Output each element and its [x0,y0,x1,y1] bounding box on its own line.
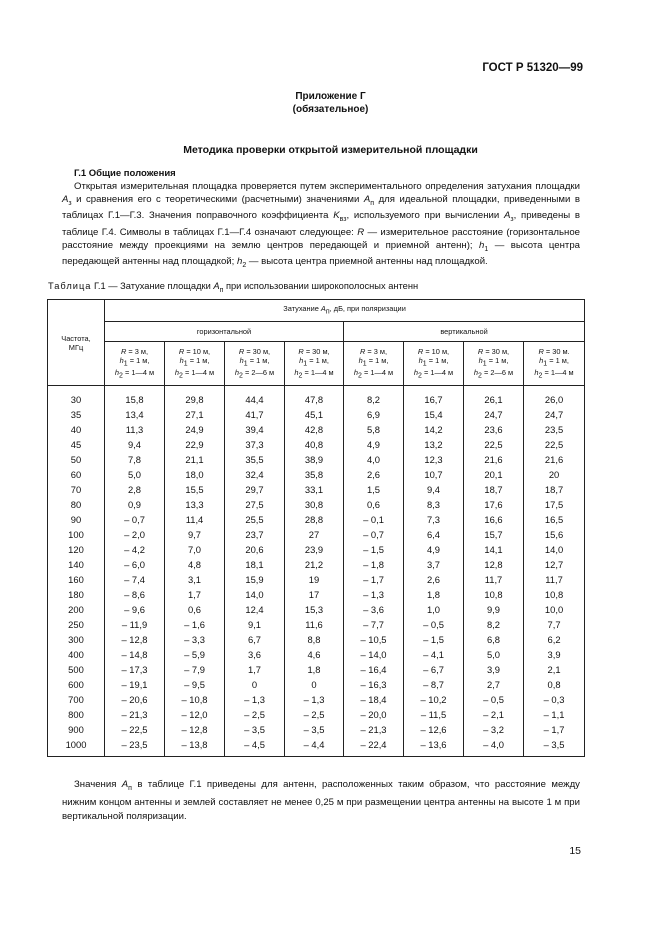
section-paragraph: Открытая измерительная площадка проверяется путем экспериментального определения затухания площадки $A_з$ и сравнения его с теоретическими (расчетными) значениями $A_п$ для идеальной площадки, приведенными в таблицах Г.1—Г.3. Значения поправочного коэффициента $K_{вз}$, используемого при вычислении $A_з$, приведены в таблице Г.4. Символы в таблицах Г.1—Г.4 означают следующее: R — измерительное расстояние (горизонтальное расстояние между проекциями на землю центров передающей и приемной антенн); $h_1$ — высота центра передающей антенны над площадкой; $h_2$ — высота центра приемной антенны над площадкой. [62,181,580,270]
table-row [48,572,585,587]
attenuation-cell: 4,9 [344,437,404,452]
table-row [48,662,585,677]
attenuation-cell: – 3,5 [524,737,585,757]
attenuation-cell: 26,0 [524,386,585,408]
attenuation-cell: – 2,0 [105,527,165,542]
attenuation-cell: 35,5 [225,452,285,467]
attenuation-cell: 8,2 [464,617,524,632]
attenuation-cell: – 3,6 [344,602,404,617]
attenuation-cell: 20,1 [464,467,524,482]
table-row [48,452,585,467]
attenuation-cell: – 10,2 [404,692,464,707]
attenuation-cell: 17 [285,587,344,602]
attenuation-cell: – 20,6 [105,692,165,707]
attenuation-cell: 18,1 [225,557,285,572]
attenuation-cell: 15,6 [524,527,585,542]
attenuation-cell: 3,6 [225,647,285,662]
attenuation-cell: 15,8 [105,386,165,408]
attenuation-cell: – 16,3 [344,677,404,692]
attenuation-cell: 8,3 [404,497,464,512]
attenuation-cell: 19 [285,572,344,587]
attenuation-cell: – 1,3 [344,587,404,602]
attenuation-cell: 15,5 [165,482,225,497]
attenuation-cell: 29,8 [165,386,225,408]
attenuation-cell: 23,7 [225,527,285,542]
attenuation-cell: – 1,6 [165,617,225,632]
attenuation-cell: – 9,6 [105,602,165,617]
attenuation-cell: 1,7 [225,662,285,677]
attenuation-cell: 23,6 [464,422,524,437]
attenuation-cell: 35,8 [285,467,344,482]
table-row [48,542,585,557]
table-row [48,467,585,482]
attenuation-cell: 24,7 [524,407,585,422]
frequency-cell: 45 [48,437,105,452]
attenuation-cell: 11,6 [285,617,344,632]
attenuation-cell: – 6,7 [404,662,464,677]
frequency-cell: 140 [48,557,105,572]
table-row [48,602,585,617]
attenuation-cell: 6,8 [464,632,524,647]
attenuation-cell: 14,0 [524,542,585,557]
attenuation-cell: 9,1 [225,617,285,632]
attenuation-cell: – 6,0 [105,557,165,572]
attenuation-cell: 24,9 [165,422,225,437]
attenuation-cell: 6,2 [524,632,585,647]
attenuation-cell: – 1,3 [225,692,285,707]
attenuation-cell: – 17,3 [105,662,165,677]
frequency-cell: 180 [48,587,105,602]
condition-header: R = 30 м, $h_1 = 1$ м, $h_2$ = 1—4 м [285,342,344,386]
attenuation-group-header: Затухание $A_п$, дБ, при поляризации [105,300,585,322]
frequency-cell: 80 [48,497,105,512]
condition-header: R = 30 м. $h_1 = 1$ м, $h_2$ = 1—4 м [524,342,585,386]
attenuation-cell: – 1,3 [285,692,344,707]
attenuation-cell: 11,3 [105,422,165,437]
attenuation-cell: – 22,5 [105,722,165,737]
attenuation-cell: 10,7 [404,467,464,482]
attenuation-cell: – 13,8 [165,737,225,757]
attenuation-cell: 5,0 [464,647,524,662]
attenuation-cell: 3,7 [404,557,464,572]
attenuation-cell: – 19,1 [105,677,165,692]
attenuation-cell: – 8,6 [105,587,165,602]
attenuation-cell: 12,8 [464,557,524,572]
section-heading: Г.1 Общие положения [74,168,176,179]
condition-header: R = 30 м, $h_1 = 1$ м, $h_2$ = 2—6 м [225,342,285,386]
frequency-cell: 30 [48,386,105,408]
attenuation-cell: 15,4 [404,407,464,422]
attenuation-cell: 14,0 [225,587,285,602]
attenuation-cell: 18,0 [165,467,225,482]
frequency-cell: 60 [48,467,105,482]
attenuation-cell: 9,4 [105,437,165,452]
attenuation-cell: – 1,8 [344,557,404,572]
attenuation-cell: – 2,5 [225,707,285,722]
attenuation-cell: – 14,8 [105,647,165,662]
attenuation-cell: – 3,2 [464,722,524,737]
attenuation-cell: 9,4 [404,482,464,497]
attenuation-cell: 9,9 [464,602,524,617]
attenuation-cell: 16,7 [404,386,464,408]
attenuation-cell: – 1,5 [404,632,464,647]
attenuation-cell: – 0,7 [344,527,404,542]
attenuation-cell: – 4,2 [105,542,165,557]
attenuation-cell: 2,6 [344,467,404,482]
table-row [48,737,585,757]
attenuation-cell: 0,8 [524,677,585,692]
attenuation-cell: 20 [524,467,585,482]
attenuation-cell: – 23,5 [105,737,165,757]
attenuation-cell: – 1,5 [344,542,404,557]
attenuation-cell: 0 [285,677,344,692]
attenuation-cell: – 11,9 [105,617,165,632]
attenuation-cell: – 10,5 [344,632,404,647]
attenuation-cell: 47,8 [285,386,344,408]
table-row [48,407,585,422]
attenuation-cell: 3,9 [524,647,585,662]
appendix-header [0,90,661,116]
attenuation-cell: 11,7 [524,572,585,587]
attenuation-cell: 14,1 [464,542,524,557]
attenuation-cell: 22,5 [464,437,524,452]
attenuation-cell: 11,4 [165,512,225,527]
attenuation-cell: 24,7 [464,407,524,422]
table-row [48,437,585,452]
attenuation-cell: 12,7 [524,557,585,572]
frequency-cell: 600 [48,677,105,692]
attenuation-cell: 1,8 [404,587,464,602]
attenuation-cell: 32,4 [225,467,285,482]
attenuation-cell: 38,9 [285,452,344,467]
frequency-cell: 250 [48,617,105,632]
attenuation-cell: – 21,3 [105,707,165,722]
attenuation-cell: 2,6 [404,572,464,587]
attenuation-cell: – 3,5 [285,722,344,737]
attenuation-cell: 18,7 [524,482,585,497]
table-row [48,512,585,527]
attenuation-cell: 2,1 [524,662,585,677]
attenuation-cell: – 0,3 [524,692,585,707]
attenuation-cell: 5,8 [344,422,404,437]
attenuation-cell: 16,5 [524,512,585,527]
attenuation-cell: 10,0 [524,602,585,617]
attenuation-cell: – 3,5 [225,722,285,737]
table-row [48,692,585,707]
table-row [48,482,585,497]
attenuation-cell: 41,7 [225,407,285,422]
attenuation-cell: 21,6 [464,452,524,467]
attenuation-cell: 1,7 [165,587,225,602]
attenuation-cell: 28,8 [285,512,344,527]
frequency-cell: 200 [48,602,105,617]
attenuation-cell: – 11,5 [404,707,464,722]
table-row [48,557,585,572]
attenuation-cell: – 1,7 [344,572,404,587]
attenuation-cell: – 18,4 [344,692,404,707]
attenuation-cell: 27,5 [225,497,285,512]
attenuation-cell: 0,6 [344,497,404,512]
attenuation-cell: 0,6 [165,602,225,617]
attenuation-cell: – 7,4 [105,572,165,587]
table-row [48,422,585,437]
horizontal-polarization-header: горизонтальной [105,322,344,342]
table-row [48,386,585,408]
attenuation-cell: 20,6 [225,542,285,557]
attenuation-cell: 4,9 [404,542,464,557]
attenuation-cell: – 2,1 [464,707,524,722]
table-row [48,587,585,602]
attenuation-cell: – 4,5 [225,737,285,757]
attenuation-cell: 17,5 [524,497,585,512]
frequency-cell: 700 [48,692,105,707]
frequency-cell: 90 [48,512,105,527]
attenuation-cell: – 2,5 [285,707,344,722]
attenuation-cell: 10,8 [464,587,524,602]
attenuation-cell: 2,7 [464,677,524,692]
attenuation-cell: 15,7 [464,527,524,542]
attenuation-cell: 45,1 [285,407,344,422]
attenuation-cell: 30,8 [285,497,344,512]
attenuation-cell: – 4,0 [464,737,524,757]
attenuation-cell: – 0,5 [404,617,464,632]
attenuation-cell: – 0,1 [344,512,404,527]
attenuation-cell: – 4,4 [285,737,344,757]
attenuation-cell: 8,8 [285,632,344,647]
table-row [48,617,585,632]
frequency-cell: 50 [48,452,105,467]
attenuation-cell: 26,1 [464,386,524,408]
attenuation-cell: 33,1 [285,482,344,497]
attenuation-cell: – 12,0 [165,707,225,722]
appendix-subtitle: (обязательное) [292,104,369,115]
frequency-cell: 120 [48,542,105,557]
attenuation-cell: – 4,1 [404,647,464,662]
page-number: 15 [569,845,581,857]
table-note: Значения $A_п$ в таблице Г.1 приведены для антенн, расположенных таким образом, что расстояние между нижним концом антенны и землей составляет не менее 0,25 м при размещении центра антенны на высоте 1 м при вертикальной поляризации. [62,779,580,822]
table-row [48,632,585,647]
attenuation-cell: 1,5 [344,482,404,497]
attenuation-cell: 0,9 [105,497,165,512]
attenuation-cell: 7,0 [165,542,225,557]
attenuation-cell: 3,1 [165,572,225,587]
table-row [48,722,585,737]
appendix-title: Приложение Г [295,91,366,102]
attenuation-cell: 37,3 [225,437,285,452]
condition-header: R = 30 м, $h_1 = 1$ м, $h_2$ = 2—6 м [464,342,524,386]
attenuation-cell: 7,8 [105,452,165,467]
attenuation-cell: 4,8 [165,557,225,572]
frequency-column-header: Частота, МГц [48,300,105,386]
attenuation-cell: 14,2 [404,422,464,437]
document-code: ГОСТ Р 51320—99 [482,62,583,74]
attenuation-cell: – 7,9 [165,662,225,677]
attenuation-cell: 23,5 [524,422,585,437]
table-row [48,497,585,512]
attenuation-cell: 4,0 [344,452,404,467]
table-row [48,647,585,662]
attenuation-cell: – 14,0 [344,647,404,662]
attenuation-cell: 27,1 [165,407,225,422]
attenuation-cell: – 12,6 [404,722,464,737]
condition-header: R = 10 м, $h_1 = 1$ м, $h_2$ = 1—4 м [165,342,225,386]
frequency-cell: 500 [48,662,105,677]
frequency-cell: 300 [48,632,105,647]
attenuation-cell: – 10,8 [165,692,225,707]
frequency-cell: 800 [48,707,105,722]
table-row [48,677,585,692]
table-row [48,707,585,722]
attenuation-cell: 10,8 [524,587,585,602]
attenuation-cell: 12,4 [225,602,285,617]
attenuation-cell: 6,9 [344,407,404,422]
attenuation-cell: 1,0 [404,602,464,617]
attenuation-cell: 7,7 [524,617,585,632]
attenuation-cell: – 7,7 [344,617,404,632]
attenuation-cell: – 5,9 [165,647,225,662]
attenuation-cell: 25,5 [225,512,285,527]
attenuation-cell: 17,6 [464,497,524,512]
attenuation-cell: 13,4 [105,407,165,422]
attenuation-cell: 6,7 [225,632,285,647]
attenuation-cell: – 12,8 [105,632,165,647]
attenuation-cell: 5,0 [105,467,165,482]
attenuation-cell: 11,7 [464,572,524,587]
attenuation-cell: – 20,0 [344,707,404,722]
attenuation-cell: 42,8 [285,422,344,437]
frequency-cell: 160 [48,572,105,587]
attenuation-cell: 39,4 [225,422,285,437]
attenuation-cell: 21,6 [524,452,585,467]
table-caption: Таблица Г.1 — Затухание площадки $A_п$ при использовании широкополосных антенн [48,281,419,294]
attenuation-cell: – 8,7 [404,677,464,692]
attenuation-cell: – 21,3 [344,722,404,737]
attenuation-cell: 15,9 [225,572,285,587]
attenuation-cell: 44,4 [225,386,285,408]
attenuation-cell: 4,6 [285,647,344,662]
attenuation-cell: – 0,7 [105,512,165,527]
attenuation-cell: 1,8 [285,662,344,677]
attenuation-cell: – 1,1 [524,707,585,722]
attenuation-cell: 16,6 [464,512,524,527]
attenuation-cell: 21,2 [285,557,344,572]
attenuation-cell: 8,2 [344,386,404,408]
attenuation-cell: – 16,4 [344,662,404,677]
attenuation-cell: – 9,5 [165,677,225,692]
attenuation-cell: 7,3 [404,512,464,527]
vertical-polarization-header: вертикальной [344,322,585,342]
attenuation-cell: 40,8 [285,437,344,452]
attenuation-cell: 23,9 [285,542,344,557]
frequency-cell: 900 [48,722,105,737]
attenuation-cell: 3,9 [464,662,524,677]
attenuation-cell: – 13,6 [404,737,464,757]
attenuation-cell: 15,3 [285,602,344,617]
attenuation-cell: 22,9 [165,437,225,452]
condition-header: R = 10 м, $h_1 = 1$ м, $h_2$ = 1—4 м [404,342,464,386]
attenuation-cell: 27 [285,527,344,542]
attenuation-cell: – 3,3 [165,632,225,647]
attenuation-cell: 13,2 [404,437,464,452]
attenuation-cell: 12,3 [404,452,464,467]
attenuation-cell: – 22,4 [344,737,404,757]
attenuation-cell: – 1,7 [524,722,585,737]
method-title: Методика проверки открытой измерительной площадки [183,144,478,156]
attenuation-cell: 13,3 [165,497,225,512]
attenuation-cell: – 0,5 [464,692,524,707]
frequency-cell: 70 [48,482,105,497]
attenuation-cell: 0 [225,677,285,692]
attenuation-cell: 18,7 [464,482,524,497]
table-row [48,527,585,542]
attenuation-cell: 6,4 [404,527,464,542]
attenuation-cell: 29,7 [225,482,285,497]
frequency-cell: 400 [48,647,105,662]
attenuation-cell: – 12,8 [165,722,225,737]
condition-header: R = 3 м, $h_1 = 1$ м, $h_2$ = 1—4 м [105,342,165,386]
condition-header: R = 3 м, $h_1 = 1$ м, $h_2$ = 1—4 м [344,342,404,386]
frequency-cell: 100 [48,527,105,542]
attenuation-cell: 2,8 [105,482,165,497]
attenuation-cell: 22,5 [524,437,585,452]
attenuation-table [47,299,585,757]
frequency-cell: 40 [48,422,105,437]
attenuation-cell: 21,1 [165,452,225,467]
attenuation-cell: 9,7 [165,527,225,542]
frequency-cell: 35 [48,407,105,422]
frequency-cell: 1000 [48,737,105,757]
